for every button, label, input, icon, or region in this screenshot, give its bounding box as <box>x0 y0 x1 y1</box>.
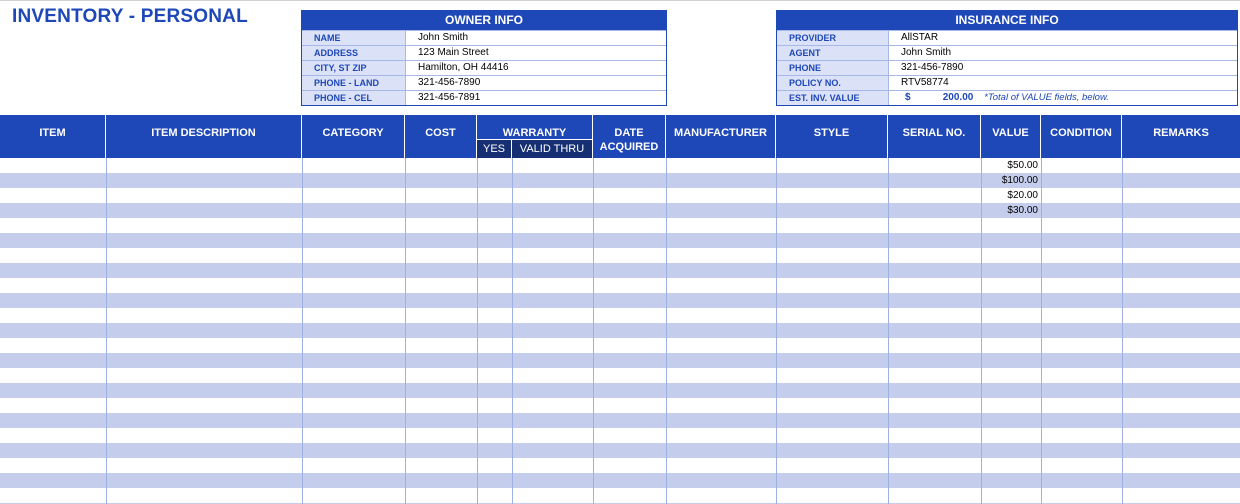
table-row[interactable] <box>0 233 1240 248</box>
insurance-provider-label: PROVIDER <box>777 31 889 45</box>
table-row[interactable] <box>0 173 1240 188</box>
table-row[interactable] <box>0 398 1240 413</box>
owner-name-value[interactable]: John Smith <box>418 32 469 43</box>
owner-address-label: ADDRESS <box>302 46 406 60</box>
table-row[interactable] <box>0 473 1240 488</box>
est-value-currency: $ <box>905 92 911 103</box>
value-cell[interactable]: $100.00 <box>1001 175 1038 186</box>
owner-info-header: OWNER INFO <box>302 11 666 30</box>
table-row[interactable] <box>0 488 1240 503</box>
owner-phone-land-label: PHONE - LAND <box>302 76 406 90</box>
col-header-condition[interactable]: CONDITION <box>1041 115 1122 158</box>
owner-phone-cel-row[interactable] <box>302 90 666 105</box>
owner-address-value[interactable]: 123 Main Street <box>418 47 489 58</box>
col-header-warranty-yes[interactable]: YES <box>477 139 512 158</box>
insurance-policy-label: POLICY NO. <box>777 76 889 90</box>
page-title: INVENTORY - PERSONAL <box>12 6 248 27</box>
table-row[interactable] <box>0 203 1240 218</box>
col-header-category[interactable]: CATEGORY <box>302 115 405 158</box>
value-cell[interactable]: $50.00 <box>1007 160 1038 171</box>
insurance-phone-label: PHONE <box>777 61 889 75</box>
insurance-phone-row[interactable] <box>777 60 1237 75</box>
est-value-note: *Total of VALUE fields, below. <box>984 92 1109 103</box>
table-row[interactable] <box>0 293 1240 308</box>
insurance-agent-value[interactable]: John Smith <box>901 47 952 58</box>
table-row[interactable] <box>0 188 1240 203</box>
insurance-agent-label: AGENT <box>777 46 889 60</box>
table-row[interactable] <box>0 443 1240 458</box>
column-divider <box>106 158 107 504</box>
column-divider <box>302 158 303 504</box>
col-header-item[interactable]: ITEM <box>0 115 106 158</box>
col-header-value[interactable]: VALUE <box>981 115 1041 158</box>
column-divider <box>512 158 513 504</box>
column-divider <box>405 158 406 504</box>
insurance-provider-row[interactable] <box>777 30 1237 45</box>
owner-name-label: NAME <box>302 31 406 45</box>
table-row[interactable] <box>0 248 1240 263</box>
insurance-info-header: INSURANCE INFO <box>777 11 1237 30</box>
table-row[interactable] <box>0 428 1240 443</box>
owner-city-label: CITY, ST ZIP <box>302 61 406 75</box>
insurance-policy-value[interactable]: RTV58774 <box>901 77 949 88</box>
insurance-policy-row[interactable] <box>777 75 1237 90</box>
col-header-style[interactable]: STYLE <box>776 115 888 158</box>
owner-address-row[interactable] <box>302 45 666 60</box>
owner-phone-land-value[interactable]: 321-456-7890 <box>418 77 481 88</box>
column-divider <box>666 158 667 504</box>
col-header-date-line1: DATE <box>614 127 644 139</box>
inventory-grid[interactable] <box>0 158 1240 504</box>
table-row[interactable] <box>0 308 1240 323</box>
window-top-border <box>0 0 1240 1</box>
value-cell[interactable]: $20.00 <box>1007 190 1038 201</box>
table-row[interactable] <box>0 278 1240 293</box>
table-row[interactable] <box>0 458 1240 473</box>
insurance-provider-value[interactable]: AllSTAR <box>901 32 939 43</box>
owner-phone-land-row[interactable] <box>302 75 666 90</box>
insurance-est-value-cell[interactable] <box>889 91 1109 105</box>
table-row[interactable] <box>0 413 1240 428</box>
insurance-info-box <box>776 10 1238 106</box>
owner-info-box <box>301 10 667 106</box>
col-header-warranty-valid-thru[interactable]: VALID THRU <box>512 139 593 158</box>
column-divider <box>477 158 478 504</box>
col-header-cost[interactable]: COST <box>405 115 477 158</box>
insurance-est-value-label: EST. INV. VALUE <box>777 91 889 105</box>
table-row[interactable] <box>0 353 1240 368</box>
col-header-remarks[interactable]: REMARKS <box>1153 127 1209 139</box>
value-cell[interactable]: $30.00 <box>1007 205 1038 216</box>
insurance-phone-value[interactable]: 321-456-7890 <box>901 62 964 73</box>
column-divider <box>1041 158 1042 504</box>
est-value-amount: 200.00 <box>942 92 974 103</box>
col-header-manufacturer[interactable]: MANUFACTURER <box>666 115 776 158</box>
col-header-serial[interactable]: SERIAL NO. <box>888 115 981 158</box>
table-row[interactable] <box>0 158 1240 173</box>
owner-phone-cel-label: PHONE - CEL <box>302 91 406 105</box>
table-row[interactable] <box>0 263 1240 278</box>
owner-city-value[interactable]: Hamilton, OH 44416 <box>418 62 509 73</box>
table-row[interactable] <box>0 368 1240 383</box>
owner-name-row[interactable] <box>302 30 666 45</box>
column-divider <box>1122 158 1123 504</box>
insurance-agent-row[interactable] <box>777 45 1237 60</box>
column-divider <box>776 158 777 504</box>
col-header-warranty[interactable]: WARRANTY <box>477 115 593 139</box>
col-header-date-acquired[interactable] <box>593 115 666 158</box>
table-row[interactable] <box>0 383 1240 398</box>
column-divider <box>888 158 889 504</box>
col-header-description[interactable]: ITEM DESCRIPTION <box>106 115 302 158</box>
table-row[interactable] <box>0 323 1240 338</box>
owner-phone-cel-value[interactable]: 321-456-7891 <box>418 92 481 103</box>
table-row[interactable] <box>0 218 1240 233</box>
table-row[interactable] <box>0 338 1240 353</box>
owner-city-row[interactable] <box>302 60 666 75</box>
column-divider <box>593 158 594 504</box>
insurance-est-value-row[interactable] <box>777 90 1237 105</box>
column-header-band <box>0 115 1240 158</box>
col-header-date-line2: ACQUIRED <box>599 141 659 153</box>
